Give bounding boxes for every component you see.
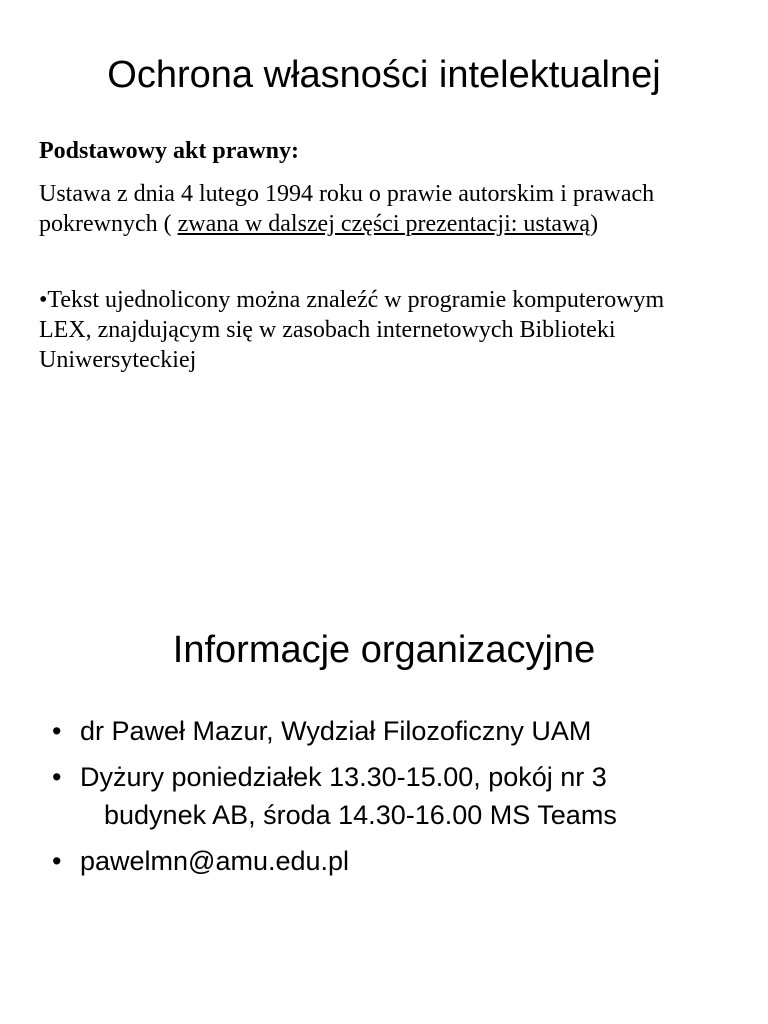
note-paragraph [39,285,699,375]
list-item-office-hours [52,758,732,834]
note-bullet: • [39,287,48,313]
email-text: pawelmn@amu.edu.pl [80,846,350,876]
bullet-icon: • [52,716,62,746]
slide-title: Informacje organizacyjne [172,629,596,671]
law-paragraph [39,179,699,239]
bullet-icon: • [52,846,62,876]
bullet-icon: • [52,762,62,792]
list-item-email [52,842,732,880]
law-text-underlined: zwana w dalszej części prezentacji: ustawą [177,211,591,237]
law-text-start: Ustawa z dnia 4 lutego 1994 roku o prawie autorskim i prawach pokrewnych ( [39,181,655,237]
section-heading: Podstawowy akt prawny: [39,138,300,164]
law-text-end: ) [590,211,599,237]
office-hours-line2: budynek AB, środa 14.30-16.00 MS Teams [104,800,617,830]
info-list [52,712,732,888]
list-item-lecturer [52,712,732,750]
slide-organizational-info [0,512,768,1024]
lecturer-text: dr Paweł Mazur, Wydział Filozoficzny UAM [80,716,592,746]
office-hours-line1: Dyżury poniedziałek 13.30-15.00, pokój nr 3 [80,762,607,792]
note-text: Tekst ujednolicony można znaleźć w programie komputerowym LEX, znajdującym się w zasobach internetowych Biblioteki Uniwersyteckiej [39,287,665,373]
slide-title: Ochrona własności intelektualnej [107,54,661,96]
